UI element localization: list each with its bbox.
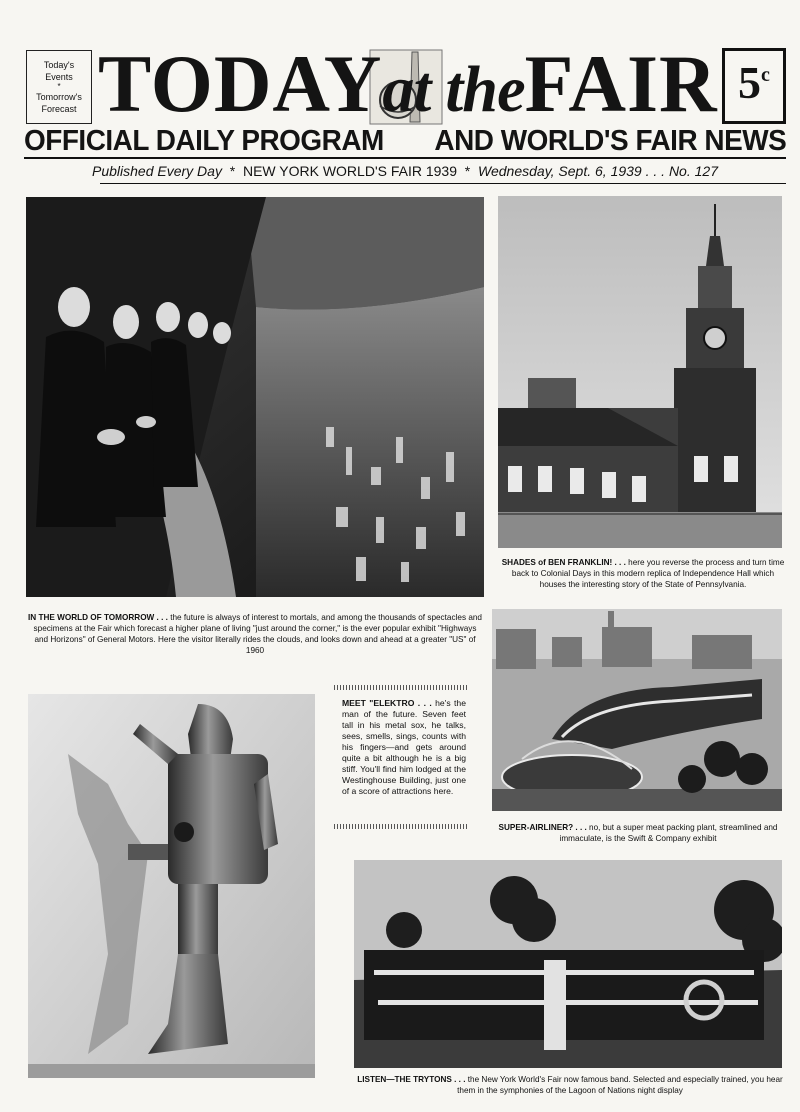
masthead-rule-bottom: [100, 183, 786, 184]
caption-trytons-text: the New York World's Fair now famous band. Selected and especially trained, you hear them in the symphonies of the Lagoon of Nations night display: [457, 1075, 783, 1095]
title-at-the: at the: [382, 53, 525, 126]
caption-ben-franklin-lead: SHADES of BEN FRANKLIN! . . .: [501, 558, 626, 567]
caption-meet-elektro-lead: MEET "ELEKTRO . . .: [342, 698, 432, 708]
photo-elektro-robot: [28, 694, 315, 1078]
subtitle-official-program: OFFICIAL DAILY PROGRAM: [24, 125, 384, 157]
subtitle-fair-news: AND WORLD'S FAIR NEWS: [434, 125, 787, 157]
caption-world-of-tomorrow-text: the future is always of interest to mortals, and among the thousands of spectacles and specimens at the Fair which forecast a higher plane of living "just around the corner," is the ever popular exhibit "Highways and Horizons" of General Motors. Here the visitor literally rides the clouds, and looks down and ahead at a greater "US" of 1960: [33, 613, 482, 655]
ear-todays: Today's: [43, 60, 75, 70]
photo-trytons-band: [354, 860, 782, 1068]
caption-world-of-tomorrow-lead: IN THE WORLD OF TOMORROW . . .: [28, 613, 168, 622]
title-today: TODAY: [98, 38, 383, 129]
dateline-sep-1: *: [229, 163, 236, 179]
caption-trytons: [356, 1074, 784, 1096]
photo-independence-hall-replica: [498, 196, 782, 548]
ear-bullet: *: [57, 82, 61, 91]
dateline-date-issue: Wednesday, Sept. 6, 1939 . . . No. 127: [478, 163, 718, 179]
masthead-title: [98, 38, 718, 130]
dateline-fair: NEW YORK WORLD'S FAIR 1939: [242, 163, 457, 179]
dateline-published: Published Every Day: [92, 163, 222, 179]
price-value: 5: [738, 57, 762, 108]
dateline-sep-2: *: [464, 163, 471, 179]
price-box: [722, 48, 786, 124]
price-unit: c: [761, 64, 770, 86]
caption-world-of-tomorrow: [26, 612, 484, 656]
caption-super-airliner-lead: SUPER-AIRLINER? . . .: [498, 823, 587, 832]
ear-forecast: Forecast: [41, 104, 77, 114]
ear-tomorrows: Tomorrow's: [36, 92, 82, 102]
title-fair: FAIR: [524, 38, 718, 129]
elektro-box-rule-top: [334, 685, 468, 690]
elektro-box-rule-bottom: [334, 824, 468, 829]
caption-meet-elektro: [342, 698, 466, 797]
caption-super-airliner: [494, 822, 782, 844]
masthead-rule-top: [24, 157, 786, 159]
ear-events: Events: [45, 72, 73, 82]
masthead-ear-box: [26, 50, 92, 124]
photo-futurama-ride: [26, 197, 484, 597]
caption-trytons-lead: LISTEN—THE TRYTONS . . .: [357, 1075, 466, 1084]
caption-ben-franklin: [500, 557, 786, 590]
caption-super-airliner-text: no, but a super meat packing plant, streamlined and immaculate, is the Swift & Company exhibit: [559, 823, 778, 843]
masthead-subtitle: [24, 124, 787, 158]
caption-ben-franklin-text: here you reverse the process and turn time back to Colonial Days in this modern replica of Independence Hall which houses the interesting story of the State of Pennsylvania.: [511, 558, 785, 589]
caption-meet-elektro-text: he's the man of the future. Seven feet tall in his metal sox, he talks, sees, smells, sings, counts with his fingers—and gets around quite a bit although he is a big stiff. You'll find him lodged at the Westinghouse Building, just one of a score of attractions here.: [342, 698, 466, 796]
photo-swift-company-exhibit: [492, 609, 782, 811]
dateline: [24, 160, 786, 182]
